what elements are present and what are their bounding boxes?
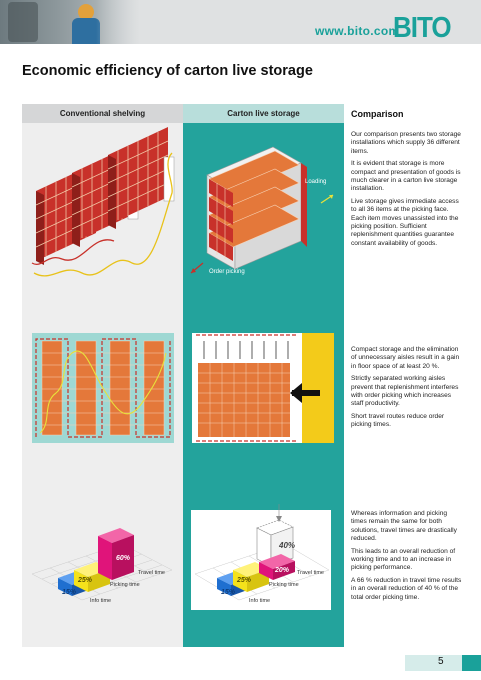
conv-picking-label: Picking time xyxy=(110,582,140,588)
conv-travel-pct: 60% xyxy=(116,555,131,562)
conv-info-label: Info time xyxy=(90,598,112,604)
paragraph: Our comparison presents two storage installations which supply 36 different items. xyxy=(351,131,461,155)
paragraph: This leads to an overall reduction of working time and to an increase in picking performance. xyxy=(351,547,456,572)
conv-travel-label: Travel time xyxy=(138,570,165,576)
bito-logo: BITO xyxy=(393,10,451,44)
column-head-conventional: Conventional shelving xyxy=(22,104,183,123)
order-picking-label: Order picking xyxy=(209,269,245,275)
conventional-floor-plan xyxy=(32,333,174,443)
live-info-pct: 15% xyxy=(221,589,236,596)
comparison-text-1 xyxy=(351,131,463,252)
paragraph: Live storage gives immediate access to all 36 items at the picking face. Each item moves unassisted into the picking position. Sufficient replenishment quantities guarantee constant availability of goods. xyxy=(351,197,459,247)
paragraph: Whereas information and picking times remain the same for both solutions, travel times are drastically reduced. xyxy=(351,510,457,543)
page-title: Economic efficiency of carton live storage xyxy=(22,63,313,79)
conv-info-pct: 15% xyxy=(62,589,77,596)
header-photo xyxy=(0,0,140,44)
paragraph: A 66 % reduction in travel time results in an overall reduction of 40 % of the total order picking time. xyxy=(351,576,462,601)
live-picking-pct: 25% xyxy=(237,577,252,584)
live-travel-pct: 20% xyxy=(275,567,290,574)
comparison-text-3 xyxy=(351,510,463,606)
conventional-time-chart xyxy=(22,484,183,624)
page-number-box xyxy=(405,655,462,671)
column-head-comparison: Comparison xyxy=(351,108,404,119)
live-storage-time-chart xyxy=(183,484,344,624)
live-storage-illustration xyxy=(183,123,344,293)
conv-picking-pct: 25% xyxy=(78,577,93,584)
live-travel-label: Travel time xyxy=(297,570,324,576)
column-head-live: Carton live storage xyxy=(183,104,344,123)
paragraph: Strictly separated working aisles prevent that replenishment interferes with order picking which increases staff productivity. xyxy=(351,375,459,408)
paragraph: It is evident that storage is more compact and presentation of goods is much clearer in a carton live storage installation. xyxy=(351,160,461,193)
comparison-text-2 xyxy=(351,346,463,434)
paragraph: Short travel routes reduce order picking times. xyxy=(351,412,445,429)
live-storage-floor-plan xyxy=(192,333,334,443)
paragraph: Compact storage and the elimination of unnecessary aisles result in a gain in floor space of at least 20 %. xyxy=(351,346,460,370)
site-url[interactable]: www.bito.com xyxy=(315,24,400,38)
page-number: 5 xyxy=(438,656,444,667)
loading-label: Loading xyxy=(305,179,327,185)
page-number-tab xyxy=(462,655,481,671)
live-picking-label: Picking time xyxy=(269,582,299,588)
live-saving-pct: 40% xyxy=(279,541,296,550)
live-info-label: Info time xyxy=(249,598,271,604)
conventional-shelving-illustration xyxy=(22,123,183,293)
